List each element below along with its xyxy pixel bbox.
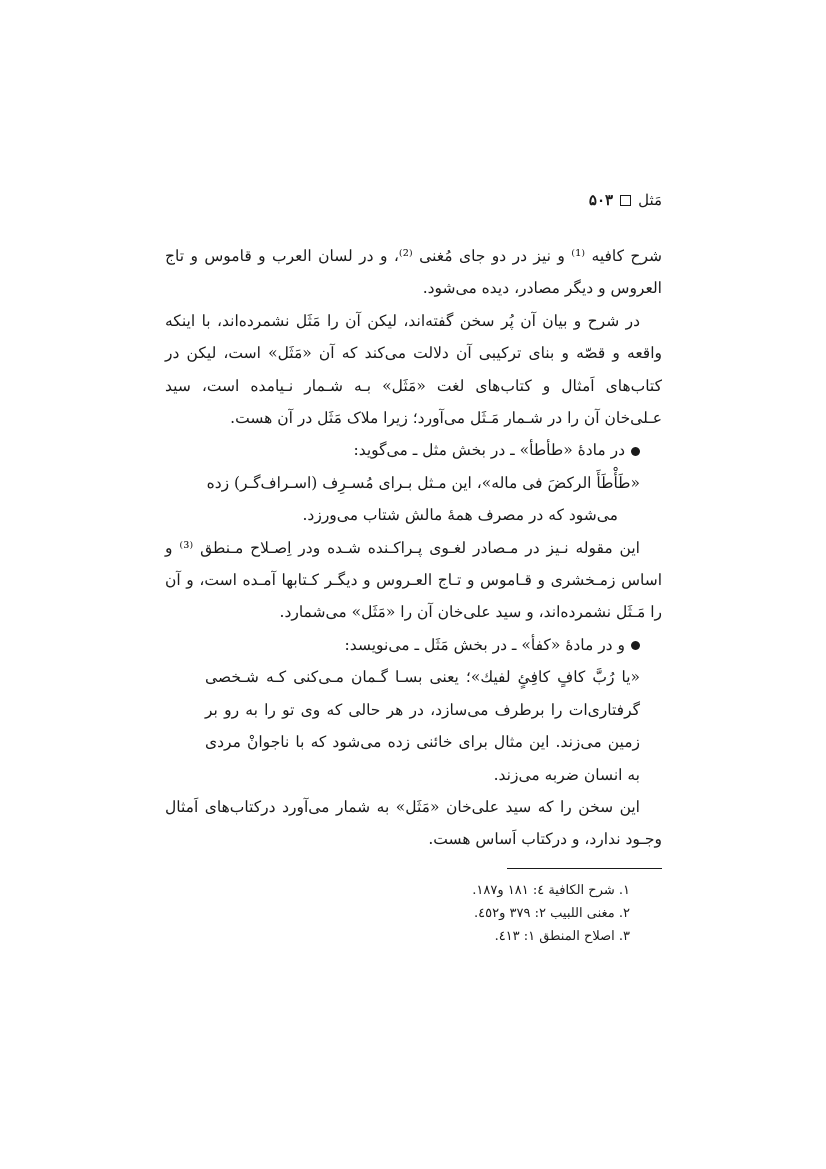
footnote-1: ١. شرح الكافية ٤: ١٨١ و١٨٧. bbox=[472, 882, 630, 898]
bullet-item-1-text: در مادۀ «طأطأ» ـ در بخش مثل ـ می‌گوید: bbox=[353, 441, 625, 460]
footnote-3: ٣. اصلاح المنطق ١: ٤١٣. bbox=[494, 928, 630, 944]
header-title: مَثل bbox=[638, 191, 662, 209]
quotation-1 bbox=[165, 467, 662, 532]
paragraph-1: شرح کافیه ⁽¹⁾ و نیز در دو جای مُغنی ⁽²⁾، و در لسان العرب و قاموس و تاج العروس و دیگر مصادر، دیده می‌شود. bbox=[165, 247, 662, 298]
bullet-item-2-text: و در مادۀ «کفأ» ـ در بخش مَثَل ـ می‌نویسد: bbox=[344, 635, 625, 654]
document-page bbox=[165, 190, 662, 948]
bullet-item-2 bbox=[165, 629, 662, 661]
running-header bbox=[165, 190, 662, 210]
quotation-2: «یا رُبَّ کافٍ کافِئٍ لفیك»؛ یعنی بسـا گـمان مـی‌کنی کـه شـخصی گرفتاری‌ات را برطرف می‌سازد، در هر حالی که وی تو را به رو بر زمین می‌زند. این مثال برای خائنی زده می‌شود که با ناجوانْ مردی به انسان ضربه می‌زند. bbox=[205, 668, 640, 784]
quotation-1-line-1: «طَأْطَأَ الرکضَ فی ماله»، این مـثل بـرای مُسـرِف (اسـراف‌گـر) زده bbox=[206, 473, 640, 492]
bullet-item-1 bbox=[165, 434, 662, 466]
bullet-dot-icon bbox=[631, 447, 640, 456]
square-separator-icon bbox=[620, 195, 631, 206]
footnote-divider bbox=[507, 868, 662, 869]
footnote-2: ٢. مغنی اللبیب ٢: ٣٧٩ و٤٥٢. bbox=[474, 905, 630, 921]
paragraph-4: این سخن را که سید علی‌خان «مَثَل» به شمار می‌آورد درکتاب‌های اَمثال وجـود ندارد، و درکتاب اَساس هست. bbox=[165, 797, 662, 849]
paragraph-2: در شرح و بیان آن پُر سخن گفته‌اند، لیکن آن را مَثَل نشمرده‌اند، با اینکه واقعه و قصّه و بنای ترکیبی آن دلالت می‌کند که آن «مَثَل» است، لیکن در کتاب‌های اَمثال و کتاب‌های لغت «مَثَل» بـه شـمار نـیامده است، سید عـلی‌خان آن را در شـمار مَـثَل می‌آورد؛ زیرا ملاک مَثَل در آن هست. bbox=[165, 311, 662, 428]
quotation-1-line-2: می‌شود که در مصرف همۀ مالش شتاب می‌ورزد. bbox=[302, 506, 618, 525]
paragraph-3: این مقوله نـیز در مـصادر لغـوی پـراکـنده شـده ودر اِصـلاح مـنطق ⁽³⁾ و اساس زمـخشری و قـاموس و تـاج العـروس و دیگـر کـتابها آمـده است، و آن را مَـثَل نشمرده‌اند، و سید علی‌خان آن را «مَثَل» می‌شمارد. bbox=[165, 538, 662, 622]
bullet-dot-icon bbox=[631, 641, 640, 650]
page-number: ۵۰۳ bbox=[588, 191, 614, 209]
